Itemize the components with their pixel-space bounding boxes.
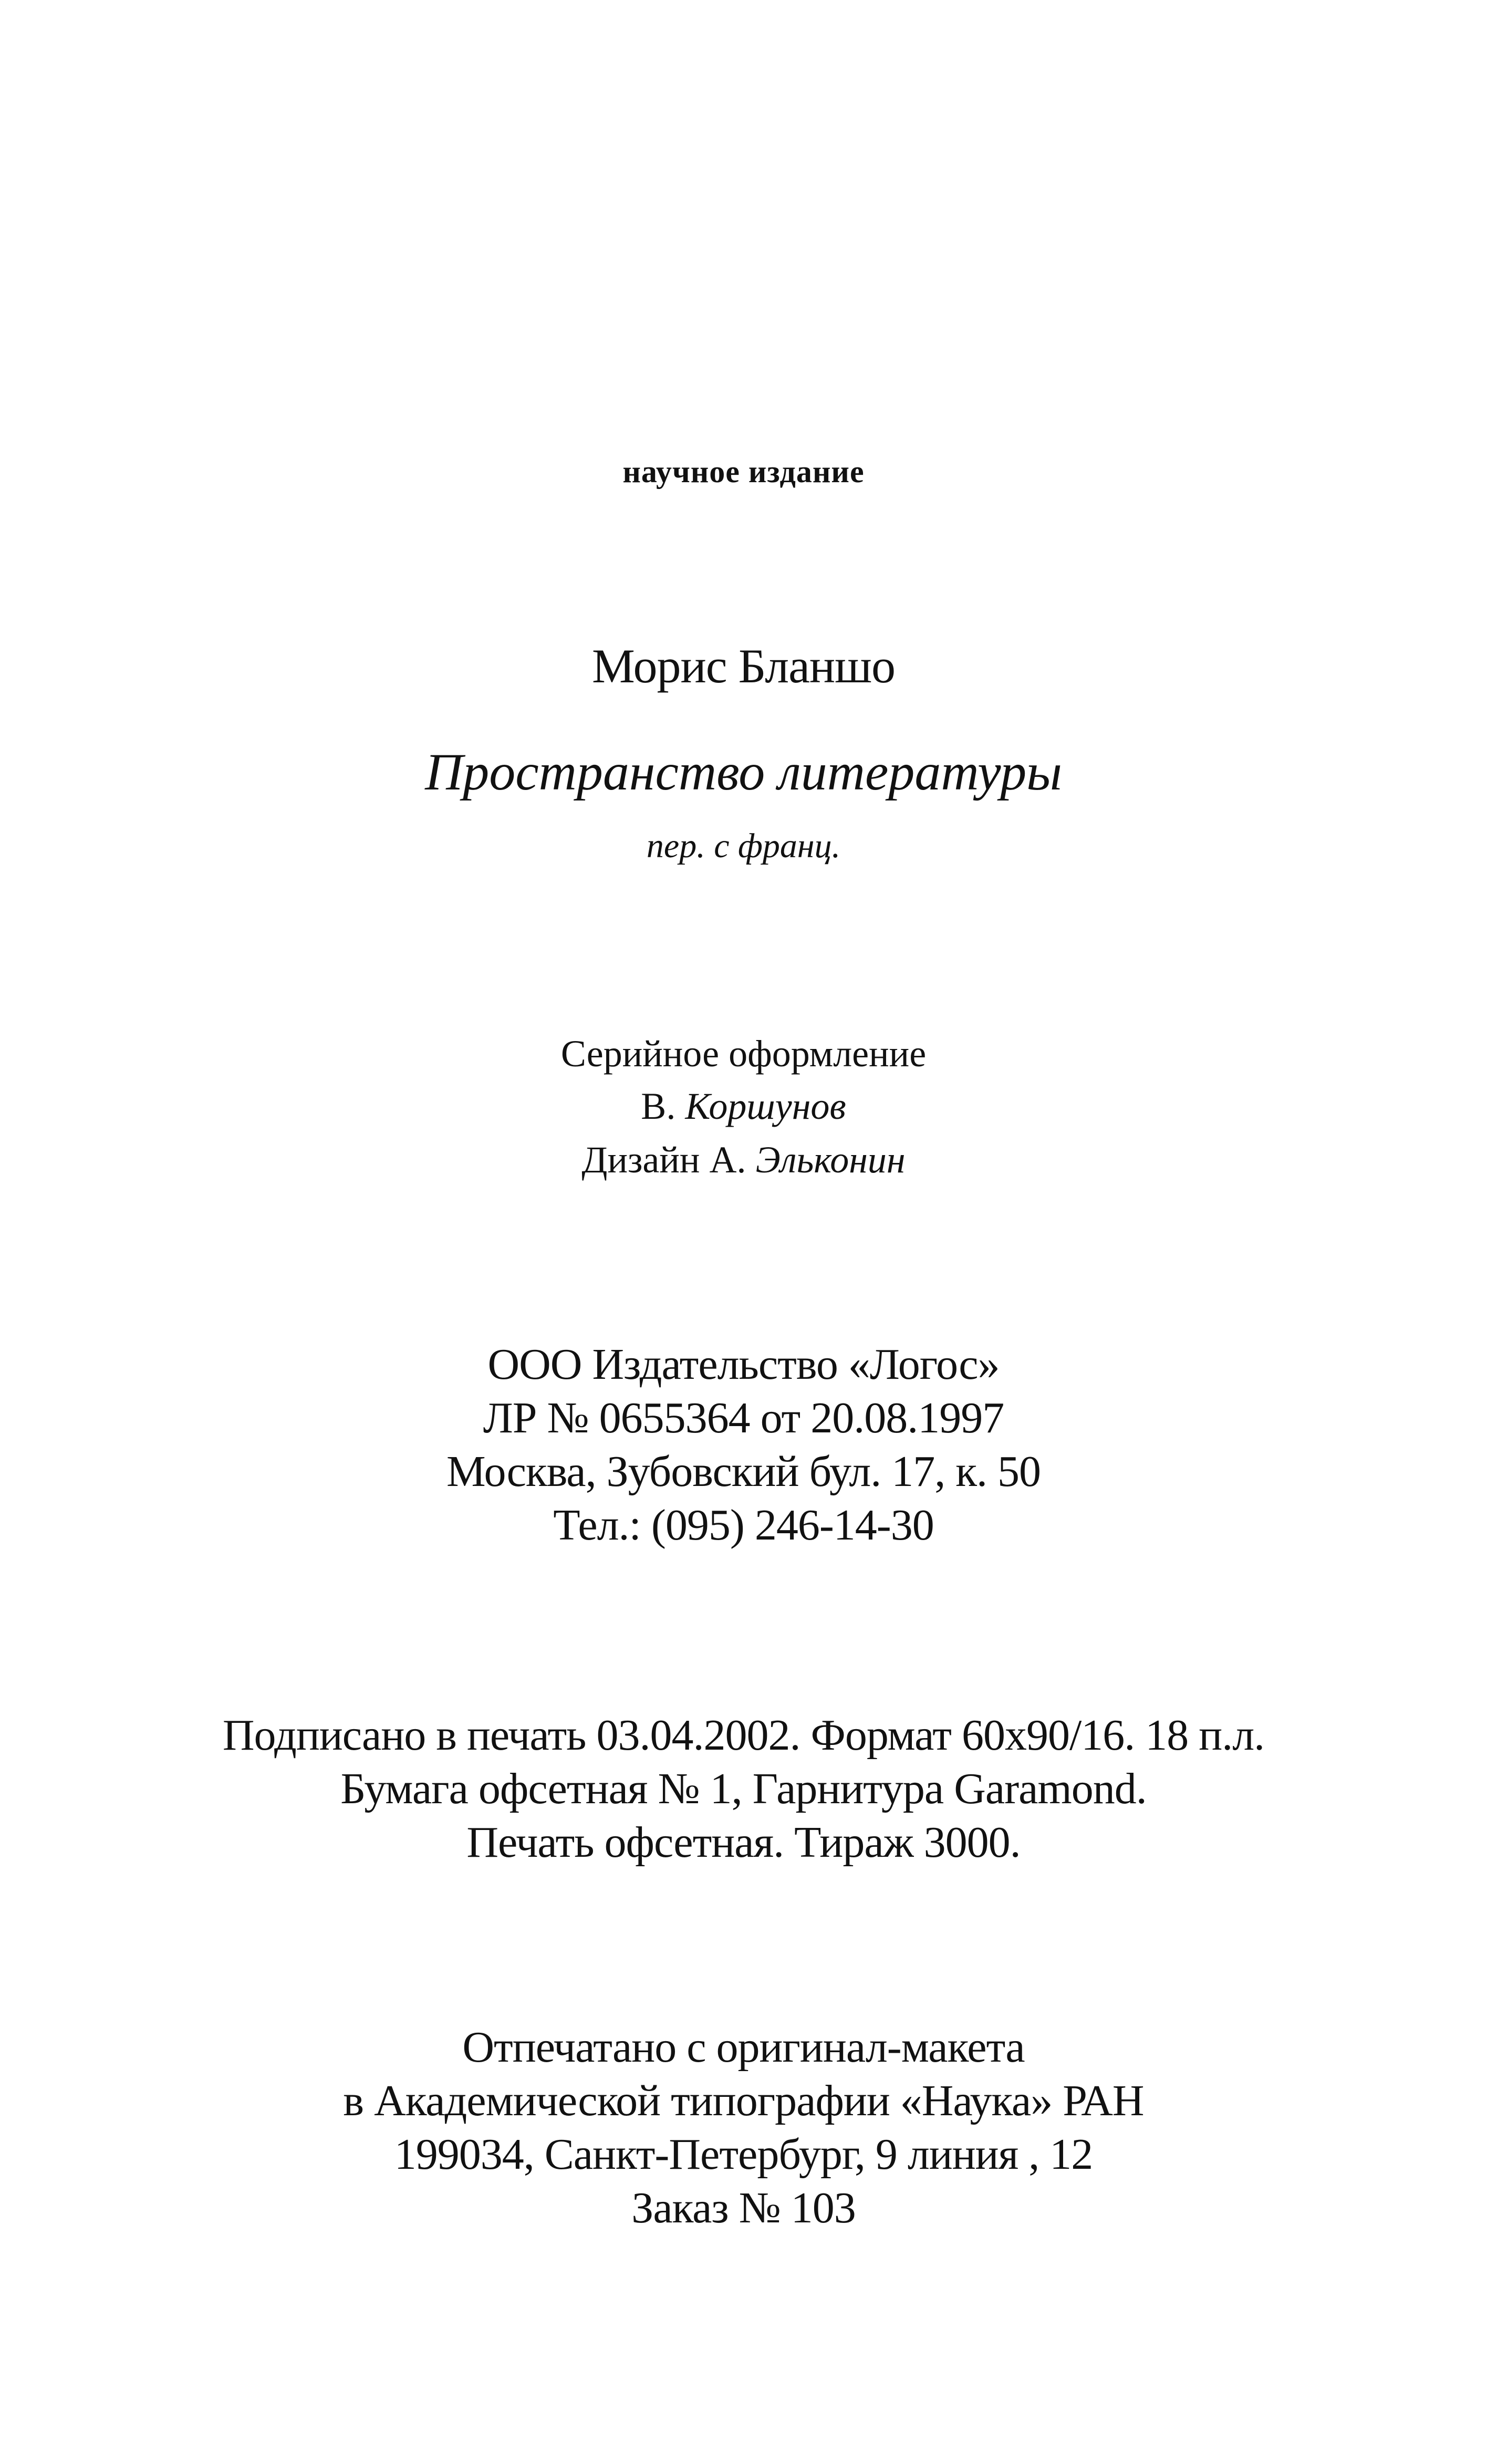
printer-order-number: Заказ № 103	[631, 2184, 856, 2232]
designer	[0, 1141, 1487, 1179]
publisher-address: Москва, Зубовский бул. 17, к. 50	[446, 1447, 1041, 1496]
print-info-line-3: Печать офсетная. Тираж 3000.	[466, 1818, 1021, 1867]
book-title: Пространство литературы	[425, 743, 1062, 801]
printer-line-1: Отпечатано с оригинал-макета	[462, 2023, 1025, 2072]
author-name: Морис Бланшо	[591, 639, 895, 693]
edition-label: научное издание	[622, 454, 865, 489]
printer-line-2: в Академической типографии «Наука» РАН	[343, 2076, 1144, 2125]
publisher-name: ООО Издательство «Логос»	[487, 1340, 1000, 1389]
designer-label: Дизайн А.	[581, 1139, 746, 1181]
series-designer-initial: В.	[641, 1085, 676, 1127]
series-designer-name: Коршунов	[685, 1085, 846, 1127]
designer-name: Эльконин	[755, 1139, 906, 1181]
publisher-license: ЛР № 0655364 от 20.08.1997	[483, 1394, 1004, 1442]
printer-line-3: 199034, Санкт-Петербург, 9 линия , 12	[394, 2130, 1093, 2179]
print-info-line-1: Подписано в печать 03.04.2002. Формат 60x90/16. 18 п.л.	[222, 1711, 1265, 1760]
series-design-label: Серийное оформление	[560, 1033, 927, 1075]
print-info-line-2: Бумага офсетная № 1, Гарнитура Garamond.	[340, 1764, 1147, 1813]
translation-note: пер. с франц.	[646, 827, 841, 865]
series-designer	[0, 1087, 1487, 1125]
publisher-phone: Тел.: (095) 246-14-30	[553, 1501, 934, 1550]
